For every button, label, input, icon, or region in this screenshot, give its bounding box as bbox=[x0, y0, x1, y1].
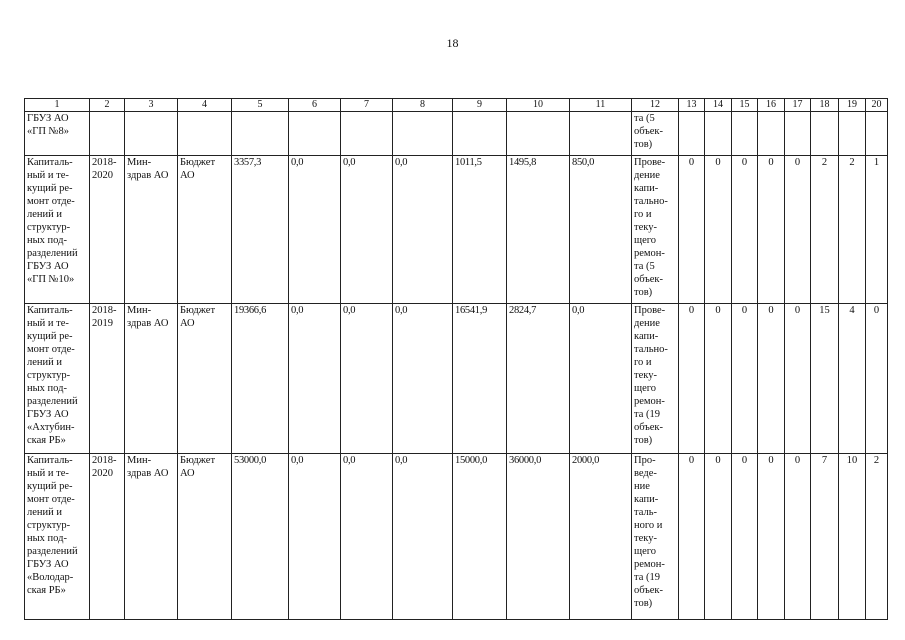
header-cell: 3 bbox=[125, 99, 178, 112]
result-cell bbox=[632, 454, 679, 620]
indicator-cell-16: 0 bbox=[758, 304, 785, 454]
result-cell-line: теку- bbox=[634, 222, 657, 233]
indicator-cell-19: 4 bbox=[839, 304, 866, 454]
indicator-cell-15: 0 bbox=[732, 304, 758, 454]
header-cell: 1 bbox=[25, 99, 90, 112]
indicator-cell-13 bbox=[679, 112, 705, 156]
amount-cell-5: 19366,6 bbox=[232, 304, 289, 454]
result-cell-line: ремон- bbox=[634, 396, 665, 407]
indicator-cell-14: 0 bbox=[705, 454, 732, 620]
indicator-cell-13: 0 bbox=[679, 454, 705, 620]
responsible-cell bbox=[125, 112, 178, 156]
result-cell-line: Прове- bbox=[634, 157, 666, 168]
activity-name bbox=[25, 454, 90, 620]
indicator-cell-20: 2 bbox=[866, 454, 888, 620]
header-cell: 20 bbox=[866, 99, 888, 112]
indicator-cell-15 bbox=[732, 112, 758, 156]
activity-name-line: ская РБ» bbox=[27, 435, 66, 446]
activity-name-line: кущий ре- bbox=[27, 481, 73, 492]
header-cell: 4 bbox=[178, 99, 232, 112]
activity-name-line: структур- bbox=[27, 370, 71, 381]
indicator-cell-19: 2 bbox=[839, 156, 866, 304]
period-cell bbox=[90, 112, 125, 156]
header-row bbox=[25, 99, 888, 112]
result-cell-line: та (5 bbox=[634, 261, 655, 272]
result-cell bbox=[632, 304, 679, 454]
amount-cell-6: 0,0 bbox=[289, 454, 341, 620]
indicator-cell-20: 0 bbox=[866, 304, 888, 454]
indicator-cell-17: 0 bbox=[785, 156, 811, 304]
activity-name-line: монт отде- bbox=[27, 344, 75, 355]
result-cell-line: капи- bbox=[634, 331, 659, 342]
source-cell: Бюджет АО bbox=[178, 304, 232, 454]
indicator-cell-18: 7 bbox=[811, 454, 839, 620]
indicator-cell-14: 0 bbox=[705, 156, 732, 304]
activity-name-line: ных под- bbox=[27, 533, 67, 544]
indicator-cell-19 bbox=[839, 112, 866, 156]
activity-name-line: Капиталь- bbox=[27, 157, 73, 168]
header-cell: 10 bbox=[507, 99, 570, 112]
result-cell-line: тально- bbox=[634, 344, 668, 355]
header-cell: 14 bbox=[705, 99, 732, 112]
result-cell-line: Про- bbox=[634, 455, 656, 466]
activity-name-line: разделений bbox=[27, 396, 78, 407]
header-cell: 7 bbox=[341, 99, 393, 112]
amount-cell-9: 1011,5 bbox=[453, 156, 507, 304]
activity-name-line: ГБУЗ АО bbox=[27, 113, 69, 124]
indicator-cell-18 bbox=[811, 112, 839, 156]
result-cell-line: теку- bbox=[634, 533, 657, 544]
amount-cell-10: 2824,7 bbox=[507, 304, 570, 454]
activity-name-line: монт отде- bbox=[27, 196, 75, 207]
table-row bbox=[25, 304, 888, 454]
amount-cell-8: 0,0 bbox=[393, 304, 453, 454]
page-number: 18 bbox=[446, 36, 459, 50]
amount-cell-8: 0,0 bbox=[393, 454, 453, 620]
table-row bbox=[25, 156, 888, 304]
result-cell-line: ного и bbox=[634, 520, 663, 531]
indicator-cell-20 bbox=[866, 112, 888, 156]
amount-cell-6: 0,0 bbox=[289, 304, 341, 454]
table-row bbox=[25, 112, 888, 156]
amount-cell-7: 0,0 bbox=[341, 454, 393, 620]
source-cell: Бюджет АО bbox=[178, 156, 232, 304]
result-cell-line: тально- bbox=[634, 196, 668, 207]
header-cell: 13 bbox=[679, 99, 705, 112]
result-cell-line: тов) bbox=[634, 435, 653, 446]
period-cell: 2018-2020 bbox=[90, 156, 125, 304]
header-cell: 2 bbox=[90, 99, 125, 112]
indicator-cell-15: 0 bbox=[732, 454, 758, 620]
amount-cell-10: 1495,8 bbox=[507, 156, 570, 304]
budget-table bbox=[24, 98, 888, 620]
result-cell bbox=[632, 156, 679, 304]
header-cell: 15 bbox=[732, 99, 758, 112]
activity-name-line: Капиталь- bbox=[27, 305, 73, 316]
indicator-cell-13: 0 bbox=[679, 304, 705, 454]
header-cell: 16 bbox=[758, 99, 785, 112]
indicator-cell-14: 0 bbox=[705, 304, 732, 454]
indicator-cell-20: 1 bbox=[866, 156, 888, 304]
activity-name-line: структур- bbox=[27, 520, 71, 531]
result-cell-line: объек- bbox=[634, 422, 664, 433]
amount-cell-5: 3357,3 bbox=[232, 156, 289, 304]
amount-cell-5 bbox=[232, 112, 289, 156]
indicator-cell-13: 0 bbox=[679, 156, 705, 304]
header-cell: 17 bbox=[785, 99, 811, 112]
indicator-cell-16: 0 bbox=[758, 454, 785, 620]
activity-name-line: ный и те- bbox=[27, 170, 69, 181]
amount-cell-7: 0,0 bbox=[341, 304, 393, 454]
activity-name-line: ГБУЗ АО bbox=[27, 559, 69, 570]
amount-cell-9: 16541,9 bbox=[453, 304, 507, 454]
activity-name-line: ГБУЗ АО bbox=[27, 261, 69, 272]
amount-cell-9 bbox=[453, 112, 507, 156]
result-cell-line: щего bbox=[634, 383, 657, 394]
result-cell-line: таль- bbox=[634, 507, 657, 518]
activity-name-line: ный и те- bbox=[27, 468, 69, 479]
source-cell: Бюджет АО bbox=[178, 454, 232, 620]
result-cell-line: Прове- bbox=[634, 305, 666, 316]
activity-name-line: ская РБ» bbox=[27, 585, 66, 596]
indicator-cell-17: 0 bbox=[785, 454, 811, 620]
activity-name-line: кущий ре- bbox=[27, 183, 73, 194]
result-cell-line: тов) bbox=[634, 598, 653, 609]
indicator-cell-16: 0 bbox=[758, 156, 785, 304]
header-cell: 11 bbox=[570, 99, 632, 112]
amount-cell-6 bbox=[289, 112, 341, 156]
result-cell-line: щего bbox=[634, 235, 657, 246]
activity-name bbox=[25, 156, 90, 304]
result-cell-line: дение bbox=[634, 318, 660, 329]
activity-name-line: разделений bbox=[27, 248, 78, 259]
header-cell: 18 bbox=[811, 99, 839, 112]
table-row bbox=[25, 454, 888, 620]
result-cell-line: щего bbox=[634, 546, 657, 557]
amount-cell-6: 0,0 bbox=[289, 156, 341, 304]
amount-cell-8 bbox=[393, 112, 453, 156]
activity-name-line: ных под- bbox=[27, 383, 67, 394]
amount-cell-8: 0,0 bbox=[393, 156, 453, 304]
result-cell-line: объек- bbox=[634, 585, 664, 596]
activity-name-line: ных под- bbox=[27, 235, 67, 246]
activity-name-line: лений и bbox=[27, 209, 63, 220]
result-cell-line: ремон- bbox=[634, 248, 665, 259]
indicator-cell-19: 10 bbox=[839, 454, 866, 620]
amount-cell-5: 53000,0 bbox=[232, 454, 289, 620]
activity-name-line: «Ахтубин- bbox=[27, 422, 75, 433]
indicator-cell-17: 0 bbox=[785, 304, 811, 454]
result-cell-line: объек- bbox=[634, 126, 664, 137]
amount-cell-7 bbox=[341, 112, 393, 156]
result-cell-line: тов) bbox=[634, 287, 653, 298]
activity-name-line: монт отде- bbox=[27, 494, 75, 505]
amount-cell-10: 36000,0 bbox=[507, 454, 570, 620]
amount-cell-9: 15000,0 bbox=[453, 454, 507, 620]
result-cell-line: капи- bbox=[634, 183, 659, 194]
activity-name-line: ный и те- bbox=[27, 318, 69, 329]
activity-name bbox=[25, 112, 90, 156]
result-cell-line: веде- bbox=[634, 468, 657, 479]
period-cell: 2018-2020 bbox=[90, 454, 125, 620]
responsible-cell: Мин-здрав АО bbox=[125, 454, 178, 620]
indicator-cell-17 bbox=[785, 112, 811, 156]
amount-cell-10 bbox=[507, 112, 570, 156]
result-cell-line: теку- bbox=[634, 370, 657, 381]
activity-name-line: лений и bbox=[27, 507, 63, 518]
indicator-cell-14 bbox=[705, 112, 732, 156]
amount-cell-11: 0,0 bbox=[570, 304, 632, 454]
header-cell: 19 bbox=[839, 99, 866, 112]
activity-name-line: лений и bbox=[27, 357, 63, 368]
activity-name-line: Капиталь- bbox=[27, 455, 73, 466]
indicator-cell-18: 15 bbox=[811, 304, 839, 454]
amount-cell-11: 850,0 bbox=[570, 156, 632, 304]
header-cell: 6 bbox=[289, 99, 341, 112]
responsible-cell: Мин-здрав АО bbox=[125, 304, 178, 454]
source-cell bbox=[178, 112, 232, 156]
result-cell-line: тов) bbox=[634, 139, 653, 150]
header-cell: 5 bbox=[232, 99, 289, 112]
result-cell-line: ремон- bbox=[634, 559, 665, 570]
activity-name-line: кущий ре- bbox=[27, 331, 73, 342]
activity-name-line: «Володар- bbox=[27, 572, 74, 583]
amount-cell-7: 0,0 bbox=[341, 156, 393, 304]
header-cell: 9 bbox=[453, 99, 507, 112]
result-cell-line: капи- bbox=[634, 494, 659, 505]
activity-name bbox=[25, 304, 90, 454]
activity-name-line: «ГП №8» bbox=[27, 126, 70, 137]
amount-cell-11: 2000,0 bbox=[570, 454, 632, 620]
result-cell-line: дение bbox=[634, 170, 660, 181]
result-cell-line: та (19 bbox=[634, 409, 660, 420]
result-cell-line: го и bbox=[634, 357, 652, 368]
result-cell-line: ние bbox=[634, 481, 650, 492]
indicator-cell-16 bbox=[758, 112, 785, 156]
period-cell: 2018-2019 bbox=[90, 304, 125, 454]
activity-name-line: ГБУЗ АО bbox=[27, 409, 69, 420]
responsible-cell: Мин-здрав АО bbox=[125, 156, 178, 304]
result-cell-line: та (5 bbox=[634, 113, 655, 124]
result-cell-line: го и bbox=[634, 209, 652, 220]
header-cell: 12 bbox=[632, 99, 679, 112]
activity-name-line: разделений bbox=[27, 546, 78, 557]
result-cell bbox=[632, 112, 679, 156]
result-cell-line: объек- bbox=[634, 274, 664, 285]
activity-name-line: «ГП №10» bbox=[27, 274, 75, 285]
indicator-cell-18: 2 bbox=[811, 156, 839, 304]
activity-name-line: структур- bbox=[27, 222, 71, 233]
result-cell-line: та (19 bbox=[634, 572, 660, 583]
indicator-cell-15: 0 bbox=[732, 156, 758, 304]
header-cell: 8 bbox=[393, 99, 453, 112]
amount-cell-11 bbox=[570, 112, 632, 156]
